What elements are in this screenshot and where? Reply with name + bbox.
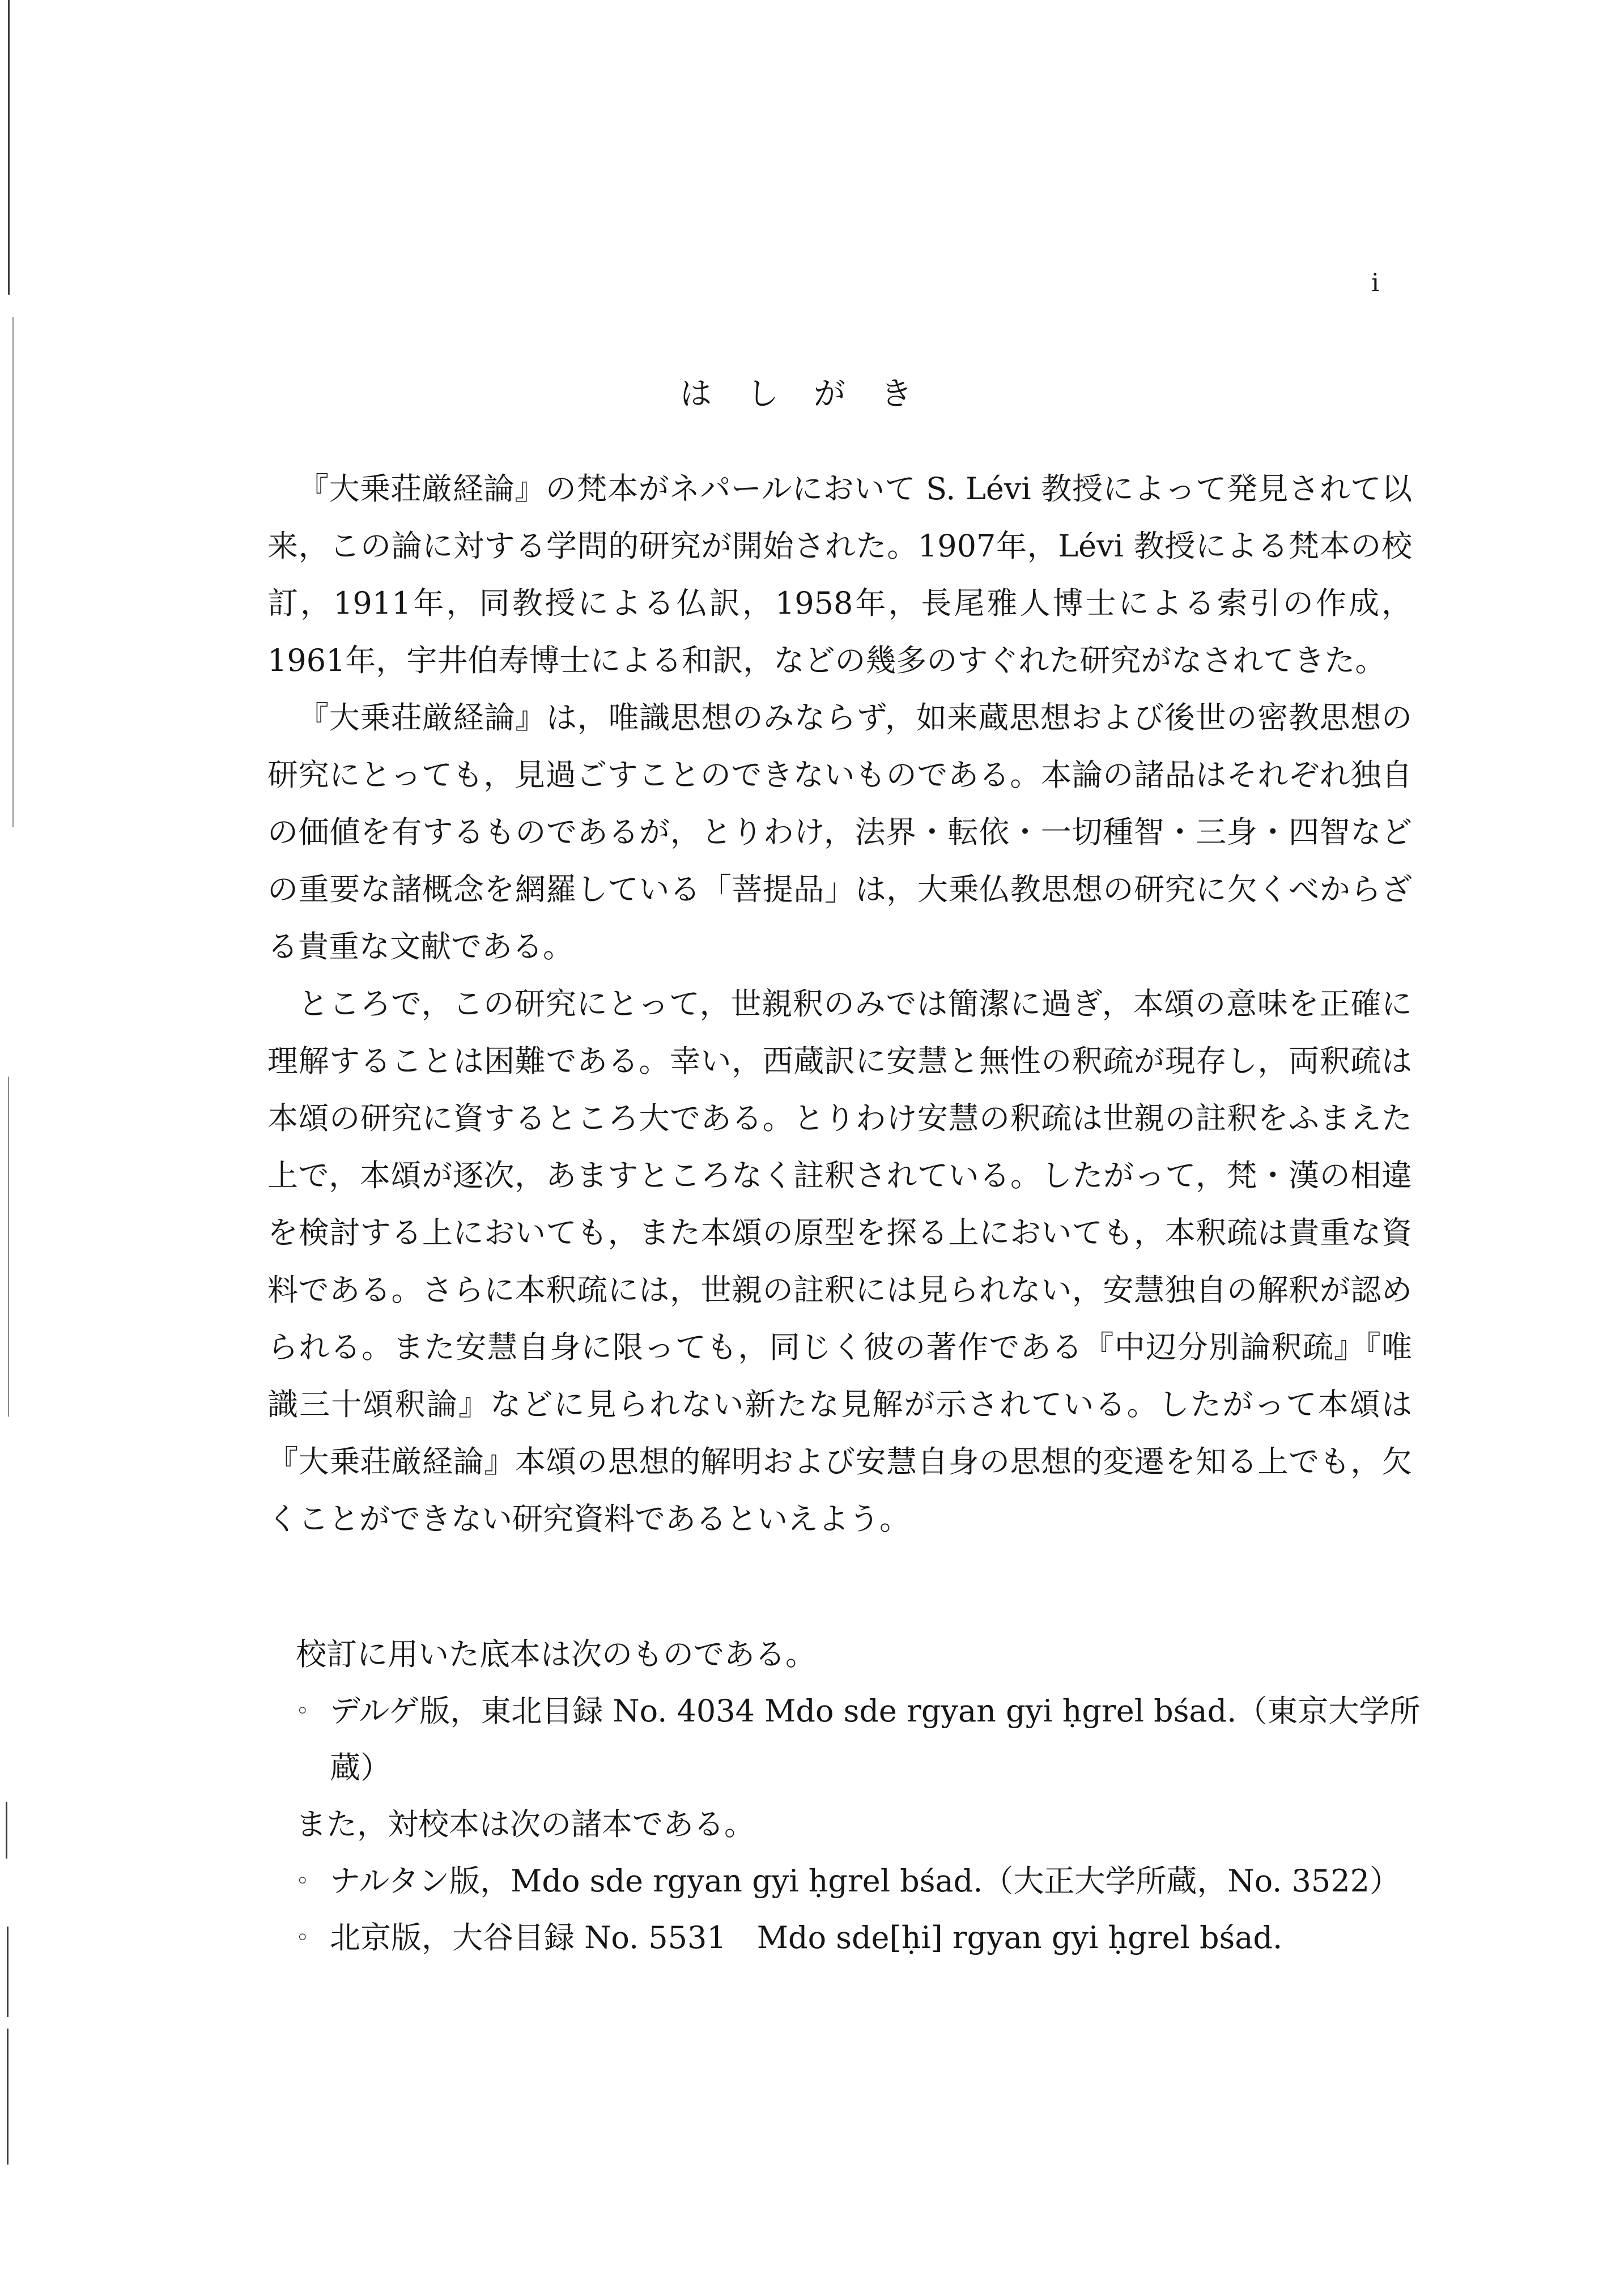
bullet-icon: ◦: [296, 1925, 309, 1951]
preface-paragraph: 『大乗荘厳経論』の梵本がネパールにおいて S. Lévi 教授によって発見されて以来，この論に対する学問的研究が開始された。1907年，Lévi 教授による梵本の校訂，1911年，同教授による仏訳，1958年，長尾雅人博士による索引の作成，1961年，宇井伯寿博士による和訳，などの幾多のすぐれた研究がなされてきた。: [267, 471, 1412, 678]
source-item-text: デルゲ版，東北目録 No. 4034 Mdo sde rgyan gyi ḥgrel bśad.（東京大学所蔵）: [330, 1693, 1421, 1785]
binding-edge-mark: [8, 1077, 9, 1417]
source-list: [296, 1626, 1423, 1966]
binding-edge-mark: [7, 2029, 8, 2165]
bullet-icon: ◦: [296, 1868, 309, 1894]
binding-edge-mark: [12, 317, 14, 827]
preface-paragraph: 『大乗荘厳経論』は，唯識思想のみならず，如来蔵思想および後世の密教思想の研究にとっても，見過ごすことのできないものである。本論の諸品はそれぞれ独自の価値を有するものであるが，とりわけ，法界・転依・一切種智・三身・四智などの重要な諸概念を網羅している「菩提品」は，大乗仏教思想の研究に欠くべからざる貴重な文献である。: [267, 700, 1412, 964]
page-title: はしがき: [680, 376, 947, 413]
binding-edge-mark: [7, 1927, 8, 2017]
source-item-text: 北京版，大谷目録 No. 5531 Mdo sde[ḥi] rgyan gyi ḥgrel bśad.: [330, 1920, 1283, 1955]
binding-edge-mark: [8, 0, 10, 295]
source-item-derge: [296, 1683, 1423, 1796]
source-item-narthang: [296, 1853, 1423, 1910]
preface-paragraph: ところで，この研究にとって，世親釈のみでは簡潔に過ぎ，本頌の意味を正確に理解することは困難である。幸い，西蔵訳に安慧と無性の釈疏が現存し，両釈疏は本頌の研究に資するところ大である。とりわけ安慧の釈疏は世親の註釈をふまえた上で，本頌が逐次，あますところなく註釈されている。したがって，梵・漢の相違を検討する上においても，また本頌の原型を探る上においても，本釈疏は貴重な資料である。さらに本釈疏には，世親の註釈には見られない，安慧独自の解釈が認められる。また安慧自身に限っても，同じく彼の著作である『中辺分別論釈疏』『唯識三十頌釈論』などに見られない新たな見解が示されている。したがって本頌は『大乗荘厳経論』本頌の思想的解明および安慧自身の思想的変遷を知る上でも，欠くことができない研究資料であるといえよう。: [267, 986, 1412, 1537]
binding-edge-mark: [6, 1802, 7, 1859]
source-item-text: ナルタン版，Mdo sde rgyan gyi ḥgrel bśad.（大正大学所蔵，No. 3522）: [330, 1863, 1400, 1899]
collation-intro: また，対校本は次の諸本である。: [296, 1806, 755, 1842]
source-item-peking: [296, 1910, 1423, 1966]
bullet-icon: ◦: [296, 1698, 309, 1724]
page-number: i: [1371, 269, 1380, 297]
base-text-intro: 校訂に用いた底本は次のものである。: [296, 1636, 816, 1672]
preface-body: [267, 460, 1412, 1547]
